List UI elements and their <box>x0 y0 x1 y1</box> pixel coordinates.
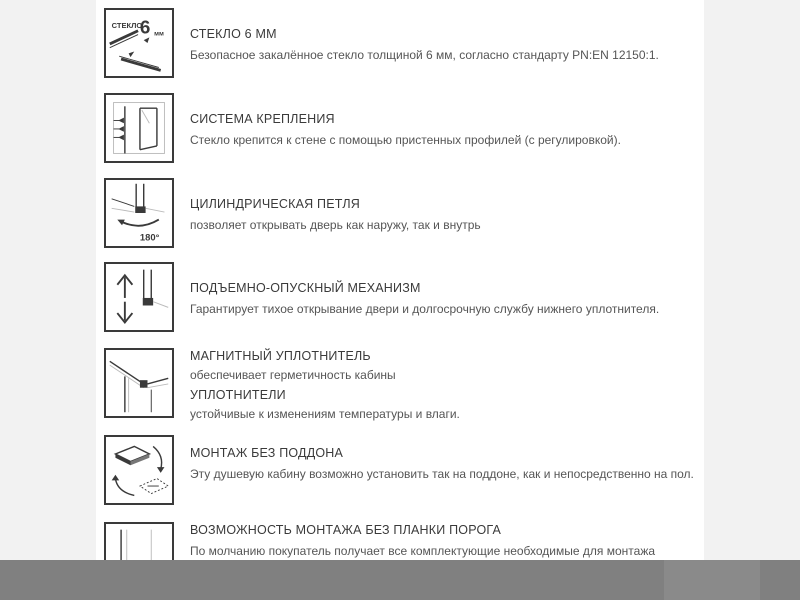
glass-icon-value: 6 <box>139 16 151 38</box>
feature-title: СИСТЕМА КРЕПЛЕНИЯ <box>190 112 335 126</box>
feature-title: ВОЗМОЖНОСТЬ МОНТАЖА БЕЗ ПЛАНКИ ПОРОГА <box>190 523 502 537</box>
cylindrical-hinge-icon <box>104 178 174 248</box>
feature-description: Эту душевую кабину возможно установить так на поддоне, как и непосредственно на пол. <box>190 467 694 481</box>
glass-icon-unit: мм <box>154 30 164 38</box>
lift-mechanism-icon <box>104 262 174 332</box>
feature-title: ПОДЪЕМНО-ОПУСКНЫЙ МЕХАНИЗМ <box>190 281 421 295</box>
feature-title: МОНТАЖ БЕЗ ПОДДОНА <box>190 446 344 460</box>
feature-description: Стекло крепится к стене с помощью пристенных профилей (с регулировкой). <box>190 133 621 147</box>
hinge-angle-label: 180° <box>139 231 160 243</box>
feature-title: МАГНИТНЫЙ УПЛОТНИТЕЛЬ <box>190 349 371 363</box>
feature-description: По молчанию покупатель получает все комплектующие необходимые для монтажа <box>190 544 656 558</box>
glass-icon-label: СТЕКЛО <box>111 20 143 30</box>
feature-description: Гарантирует тихое открывание двери и долгосрочную службу нижнего уплотнителя. <box>190 302 660 316</box>
no-tray-mounting-icon <box>104 435 174 505</box>
feature-description: обеспечивает герметичность кабины <box>190 368 396 382</box>
glass-thickness-icon <box>104 8 174 78</box>
feature-title: СТЕКЛО 6 ММ <box>190 27 277 41</box>
bottom-bar-segment <box>664 560 760 600</box>
bottom-bar <box>0 560 800 600</box>
feature-description-secondary: устойчивые к изменениям температуры и влаги. <box>190 407 460 421</box>
feature-title: ЦИЛИНДРИЧЕСКАЯ ПЕТЛЯ <box>190 197 360 211</box>
feature-description: позволяет открывать дверь как наружу, так и внутрь <box>190 218 481 232</box>
magnetic-seal-icon <box>104 348 174 418</box>
feature-title-secondary: УПЛОТНИТЕЛИ <box>190 388 286 402</box>
feature-description: Безопасное закалённое стекло толщиной 6 мм, согласно стандарту PN:EN 12150:1. <box>190 48 659 62</box>
mounting-system-icon <box>104 93 174 163</box>
